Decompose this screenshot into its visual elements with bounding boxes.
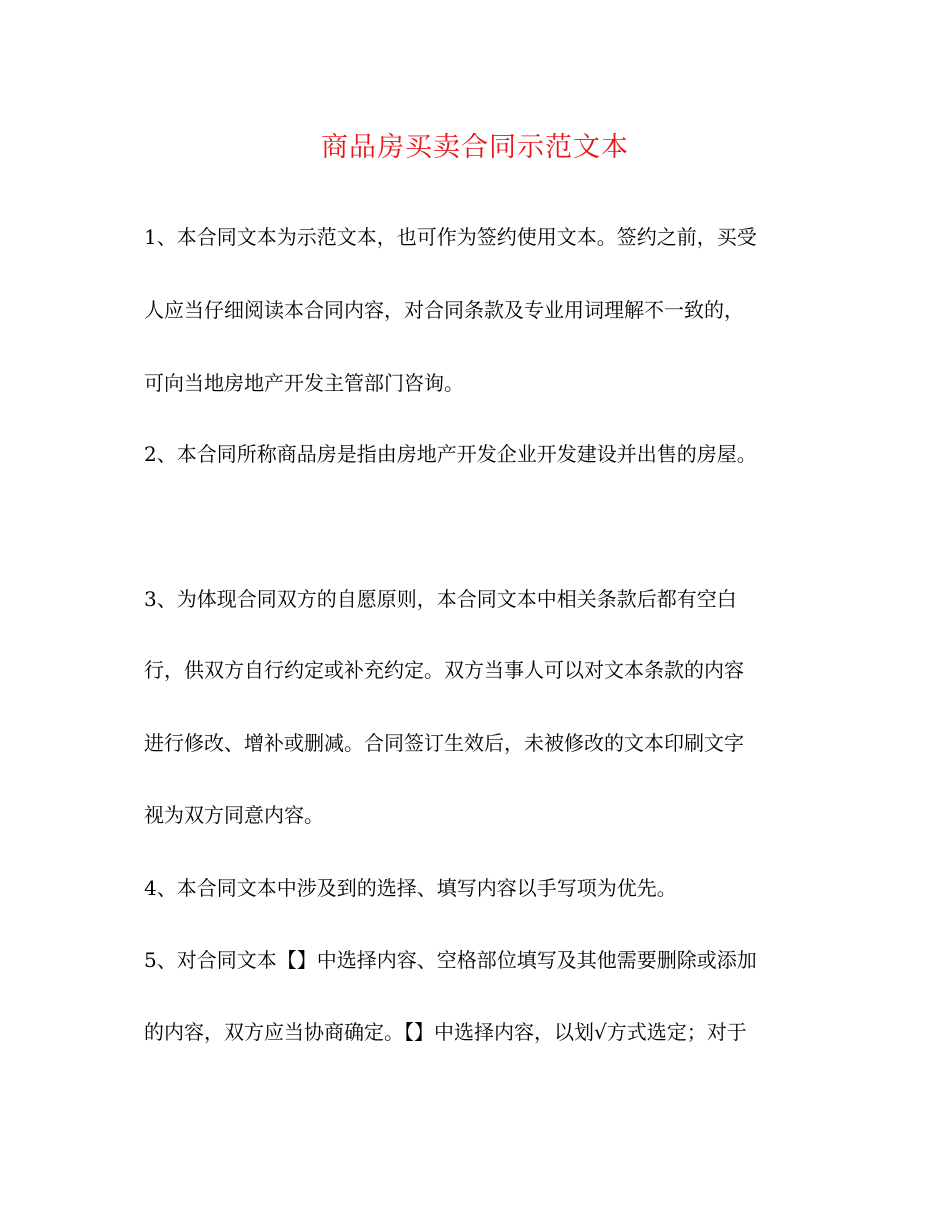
paragraph-line: 4、本合同文本中涉及到的选择、填写内容以手写项为优先。 <box>144 876 677 900</box>
paragraph-line: 1、本合同文本为示范文本，也可作为签约使用文本。签约之前，买受 <box>144 225 757 249</box>
paragraph-line: 人应当仔细阅读本合同内容，对合同条款及专业用词理解不一致的， <box>144 298 744 322</box>
paragraph-line: 视为双方同意内容。 <box>144 803 324 827</box>
paragraph-line: 5、对合同文本【】中选择内容、空格部位填写及其他需要删除或添加 <box>144 948 757 972</box>
paragraph-line: 的内容，双方应当协商确定。【】中选择内容，以划√方式选定；对于 <box>144 1020 747 1044</box>
paragraph-line: 2、本合同所称商品房是指由房地产开发企业开发建设并出售的房屋。 <box>144 442 757 466</box>
paragraph-line: 行，供双方自行约定或补充约定。双方当事人可以对文本条款的内容 <box>144 658 744 682</box>
paragraph-line: 可向当地房地产开发主管部门咨询。 <box>144 371 464 395</box>
paragraph-line: 进行修改、增补或删减。合同签订生效后，未被修改的文本印刷文字 <box>144 731 744 755</box>
paragraph-line: 3、为体现合同双方的自愿原则，本合同文本中相关条款后都有空白 <box>144 587 737 611</box>
document-title: 商品房买卖合同示范文本 <box>321 132 629 163</box>
